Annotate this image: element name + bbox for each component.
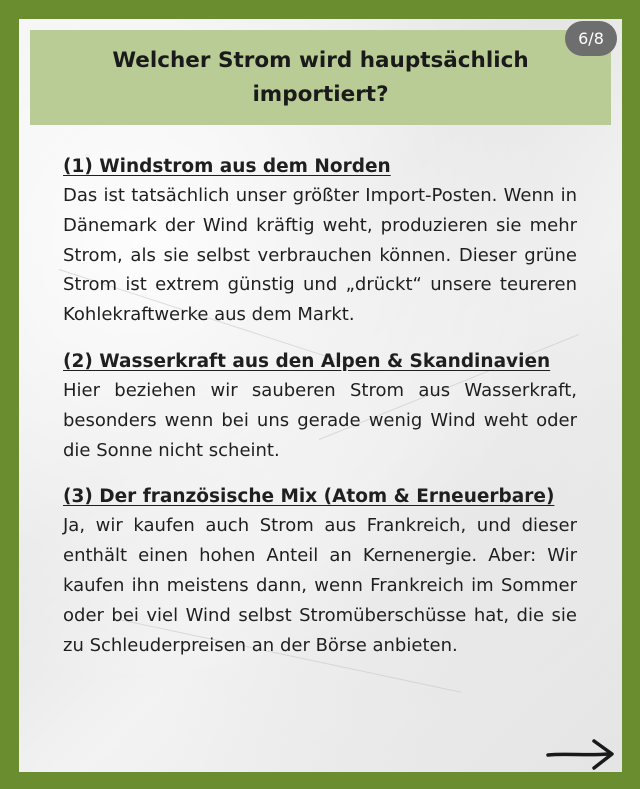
section-heading: (2) Wasserkraft aus den Alpen & Skandinavien xyxy=(63,350,551,372)
section-body: Ja, wir kaufen auch Strom aus Frankreich, und dieser enthält einen hohen Anteil an Kernenergie. Aber: Wir kaufen ihn meistens dann, wenn Frankreich im Sommer oder bei viel Wind selbst Stromüberschüsse hat, die sie zu Schleuderpreisen an der Börse anbieten. xyxy=(63,515,577,656)
content-area xyxy=(63,153,577,678)
page-title: Welcher Strom wird hauptsächlich importiert? xyxy=(112,48,529,107)
page-indicator-badge: 6/8 xyxy=(565,21,617,56)
title-bar xyxy=(30,30,611,125)
slide-card xyxy=(19,19,622,772)
arrow-right-icon[interactable] xyxy=(546,737,618,772)
section-heading: (1) Windstrom aus dem Norden xyxy=(63,156,391,177)
section-hydro xyxy=(63,348,577,465)
section-wind xyxy=(63,153,577,330)
section-body: Hier beziehen wir sauberen Strom aus Wasserkraft, besonders wenn bei uns gerade wenig Wind weht oder die Sonne nicht scheint. xyxy=(63,379,577,461)
section-france xyxy=(63,483,577,660)
section-body: Das ist tatsächlich unser größter Import-Posten. Wenn in Dänemark der Wind kräftig weht, produzieren sie mehr Strom, als sie selbst verbrauchen können. Dieser grüne Strom ist extrem günstig und „drückt“ unsere teureren Kohlekraftwerke aus dem Markt. xyxy=(63,185,577,326)
section-heading: (3) Der französische Mix (Atom & Erneuerbare) xyxy=(63,486,555,508)
